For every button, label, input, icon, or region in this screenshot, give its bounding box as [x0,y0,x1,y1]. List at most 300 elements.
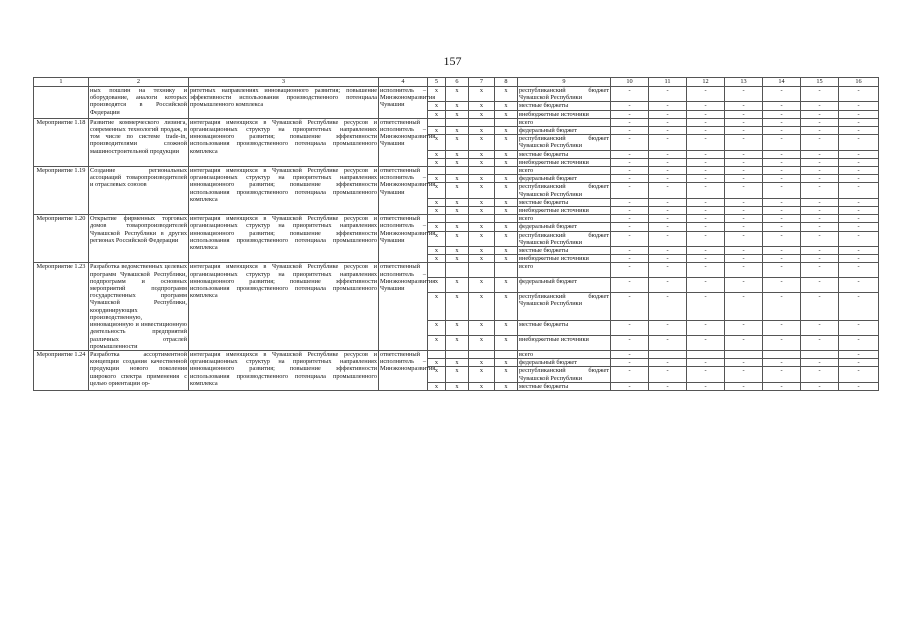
funding-value: - [725,382,763,390]
code-cell [428,215,446,223]
funding-source: местные бюджеты [518,102,611,110]
code-cell: x [428,110,446,118]
code-cell: x [446,293,469,321]
funding-value: - [763,183,801,198]
funding-value: - [649,359,687,367]
code-cell: x [469,102,495,110]
code-cell: x [428,102,446,110]
funding-value [687,350,725,358]
funding-source: внебюджетные источники [518,336,611,351]
funding-source: федеральный бюджет [518,175,611,183]
funding-value: - [611,127,649,135]
measure-description: интеграция имеющихся в Чувашской Республике ресурсов и организационных структур на приоритетных направлениях инновационного развития; повышение эффективности использования производственного потенциала промышленного комплекса [189,350,379,390]
code-cell: x [495,278,518,293]
funding-value: - [611,359,649,367]
funding-value: - [611,135,649,150]
code-cell: x [428,207,446,215]
code-cell: x [495,231,518,246]
code-cell: x [446,321,469,336]
code-cell: x [446,110,469,118]
funding-value: - [801,231,839,246]
code-cell [469,350,495,358]
code-cell: x [446,127,469,135]
funding-value: - [649,175,687,183]
funding-value: - [801,110,839,118]
code-cell: x [446,231,469,246]
code-cell: x [469,255,495,263]
funding-value: - [687,198,725,206]
funding-value: - [763,118,801,126]
code-cell [469,215,495,223]
funding-value: - [839,367,879,382]
measure-id: Мероприятие 1.19 [34,167,89,215]
code-cell: x [495,158,518,166]
code-cell [469,118,495,126]
measure-description: интеграция имеющихся в Чувашской Республике ресурсов и организационных структур на приоритетных направлениях инновационного развития; повышение эффективности использования производственного потенциала промышленного комплекса [189,215,379,263]
funding-value: - [687,158,725,166]
funding-value: - [687,367,725,382]
funding-value: - [801,167,839,175]
code-cell: x [495,359,518,367]
code-cell: x [446,135,469,150]
code-cell: x [446,255,469,263]
code-cell: x [428,336,446,351]
code-cell: x [446,247,469,255]
measure-name: Разработка ведомственных целевых программ Чувашской Республики, подпрограмм и основных мероприятий подпрограмм государственных программ Чувашской Республики, координирующих производственную, инновационную и инвестиционную деятельность предприятий различных отраслей промышленности [90,263,187,350]
funding-value: - [611,255,649,263]
code-cell: x [469,231,495,246]
code-cell [446,167,469,175]
code-cell: x [428,231,446,246]
code-cell: x [446,207,469,215]
code-cell: x [469,175,495,183]
funding-value: - [763,293,801,321]
measure-id: Мероприятие 1.20 [34,215,89,263]
code-cell [469,263,495,278]
funding-source: всего [518,263,611,278]
funding-value: - [687,293,725,321]
funding-value: - [839,359,879,367]
measure-description: ритетных направлениях инновационного развития; повышение эффективности использования производственного потенциала промышленного комплекса [189,87,379,119]
funding-value: - [611,231,649,246]
code-cell: x [428,127,446,135]
funding-value: - [839,150,879,158]
funding-value: - [649,127,687,135]
funding-value [763,350,801,358]
funding-value: - [649,110,687,118]
code-cell: x [469,110,495,118]
funding-value: - [687,102,725,110]
code-cell: x [446,198,469,206]
column-header-7: 7 [469,78,495,87]
measure-id: Мероприятие 1.23 [34,263,89,350]
code-cell: x [428,87,446,102]
code-cell: x [469,367,495,382]
code-cell: x [495,150,518,158]
funding-source: внебюджетные источники [518,255,611,263]
funding-value: - [801,336,839,351]
funding-value: - [839,278,879,293]
funding-source: всего [518,118,611,126]
funding-value: - [725,110,763,118]
column-header-5: 5 [428,78,446,87]
funding-value: - [687,110,725,118]
code-cell: x [495,207,518,215]
funding-value: - [725,207,763,215]
funding-value: - [839,175,879,183]
funding-value: - [839,293,879,321]
funding-value: - [801,293,839,321]
code-cell [446,215,469,223]
funding-value: - [763,167,801,175]
code-cell: x [428,150,446,158]
funding-value: - [839,263,879,278]
code-cell: x [469,223,495,231]
funding-value: - [725,158,763,166]
code-cell: x [469,247,495,255]
funding-value: - [725,367,763,382]
funding-value: - [763,102,801,110]
funding-value: - [801,321,839,336]
funding-value: - [801,223,839,231]
funding-source: всего [518,350,611,358]
funding-value: - [763,263,801,278]
funding-value: - [801,118,839,126]
measure-description: интеграция имеющихся в Чувашской Республике ресурсов и организационных структур на приоритетных направлениях инновационного развития; повышение эффективности использования производственного потенциала промышленного комплекса [189,118,379,166]
funding-source: местные бюджеты [518,247,611,255]
code-cell: x [495,223,518,231]
funding-value: - [649,118,687,126]
funding-value: - [763,336,801,351]
funding-value: - [801,102,839,110]
funding-value: - [801,255,839,263]
funding-source: федеральный бюджет [518,278,611,293]
funding-value: - [763,158,801,166]
code-cell: x [495,183,518,198]
funding-value: - [649,231,687,246]
funding-value: - [687,231,725,246]
column-header-1: 1 [34,78,89,87]
funding-value: - [801,215,839,223]
funding-value: - [763,359,801,367]
funding-value: - [839,102,879,110]
column-header-16: 16 [839,78,879,87]
funding-value: - [687,183,725,198]
funding-value: - [839,382,879,390]
code-cell: x [469,158,495,166]
column-header-10: 10 [611,78,649,87]
funding-value: - [801,127,839,135]
funding-source: местные бюджеты [518,321,611,336]
code-cell: x [428,175,446,183]
funding-value: - [687,336,725,351]
funding-value: - [801,135,839,150]
measure-id [34,87,89,119]
funding-source: всего [518,215,611,223]
measure-name: Создание региональных ассоциаций товаропроизводителей и отраслевых союзов [89,167,189,215]
funding-value: - [611,263,649,278]
funding-value: - [801,359,839,367]
code-cell: x [495,255,518,263]
funding-value: - [649,183,687,198]
funding-source: внебюджетные источники [518,207,611,215]
funding-value: - [839,350,879,358]
funding-value: - [611,175,649,183]
funding-value: - [839,198,879,206]
code-cell: x [446,102,469,110]
funding-value: - [649,382,687,390]
funding-value: - [725,198,763,206]
responsible-executor: ответственный исполнитель – Минэкономразвития Чувашии [379,118,428,166]
funding-value: - [687,223,725,231]
measure-description: интеграция имеющихся в Чувашской Республике ресурсов и организационных структур на приоритетных направлениях инновационного развития; повышение эффективности использования производственного потенциала промышленного комплекса [189,167,379,215]
funding-value: - [763,215,801,223]
funding-value: - [839,321,879,336]
funding-source: республиканский бюджет Чувашской Республики [519,135,609,150]
code-cell: x [469,87,495,102]
funding-value: - [839,110,879,118]
code-cell [446,263,469,278]
funding-value: - [763,382,801,390]
code-cell: x [495,367,518,382]
funding-value: - [763,367,801,382]
code-cell: x [469,382,495,390]
funding-value: - [725,135,763,150]
funding-value: - [801,158,839,166]
code-cell [428,118,446,126]
code-cell: x [446,382,469,390]
funding-value: - [839,183,879,198]
code-cell [495,215,518,223]
funding-value: - [725,183,763,198]
responsible-executor: ответственный исполнитель – Минэкономразвития Чувашии [379,263,428,350]
funding-value: - [725,247,763,255]
funding-value: - [611,183,649,198]
funding-value: - [839,87,879,102]
funding-value: - [725,359,763,367]
code-cell: x [428,255,446,263]
funding-value: - [725,215,763,223]
code-cell: x [428,247,446,255]
funding-value: - [611,158,649,166]
funding-value: - [611,223,649,231]
funding-value: - [801,183,839,198]
code-cell: x [495,382,518,390]
funding-value: - [763,135,801,150]
code-cell: x [495,321,518,336]
code-cell: x [469,127,495,135]
funding-source: местные бюджеты [518,382,611,390]
funding-source: федеральный бюджет [518,127,611,135]
funding-value: - [611,102,649,110]
measure-name: Разработка ассортиментной концепции создания качественной продукции нового поколения широкого спектра применения с целью ориентации ор- [89,350,189,390]
funding-value: - [725,336,763,351]
funding-value: - [763,321,801,336]
code-cell: x [428,382,446,390]
funding-value: - [611,382,649,390]
code-cell [446,350,469,358]
code-cell [428,167,446,175]
funding-value: - [649,135,687,150]
funding-value: - [649,263,687,278]
funding-value: - [839,127,879,135]
measure-name: ных пошлин на технику и оборудование, аналоги которых производятся в Российской Федерации [89,87,189,119]
code-cell: x [428,278,446,293]
funding-value: - [801,278,839,293]
funding-value: - [649,87,687,102]
measure-id: Мероприятие 1.18 [34,118,89,166]
code-cell: x [428,293,446,321]
funding-value [725,350,763,358]
funding-value: - [611,118,649,126]
funding-value: - [801,150,839,158]
funding-value: - [611,321,649,336]
funding-value: - [687,382,725,390]
funding-value: - [801,175,839,183]
funding-source: местные бюджеты [518,198,611,206]
responsible-executor: исполнитель – Минэкономразвития Чувашии [379,87,428,119]
funding-value: - [687,118,725,126]
funding-value: - [801,198,839,206]
code-cell: x [446,87,469,102]
column-header-3: 3 [189,78,379,87]
funding-value: - [687,359,725,367]
responsible-executor: ответственный исполнитель – Минэкономразвития Чувашии [379,167,428,215]
funding-value: - [801,87,839,102]
code-cell: x [495,175,518,183]
funding-value: - [649,321,687,336]
code-cell: x [495,102,518,110]
responsible-executor: ответственный исполнитель – Минэкономразвития Чувашии [379,215,428,263]
funding-value [801,350,839,358]
funding-value: - [763,110,801,118]
table-row [34,215,879,223]
code-cell [495,118,518,126]
table-row [34,87,879,102]
page-number: 157 [443,54,462,68]
column-header-8: 8 [495,78,518,87]
funding-value: - [611,87,649,102]
funding-value: - [839,158,879,166]
code-cell [469,167,495,175]
table-row [34,263,879,278]
code-cell: x [495,293,518,321]
funding-value: - [725,231,763,246]
column-header-9: 9 [518,78,611,87]
funding-value: - [725,255,763,263]
funding-value: - [763,127,801,135]
code-cell: x [428,183,446,198]
funding-value: - [763,207,801,215]
column-header-14: 14 [763,78,801,87]
funding-value: - [725,127,763,135]
funding-value: - [649,215,687,223]
funding-value: - [687,175,725,183]
measure-name: Открытие фирменных торговых домов товаропроизводителей Чувашской Республики в других регионах Российской Федерации [89,215,189,263]
measure-description: интеграция имеющихся в Чувашской Республике ресурсов и организационных структур на приоритетных направлениях инновационного развития; повышение эффективности использования производственного потенциала промышленного комплекса [189,263,379,350]
code-cell [428,263,446,278]
funding-value: - [725,102,763,110]
funding-value: - [839,255,879,263]
responsible-executor: ответственный исполнитель – Минэкономразвития [379,350,428,390]
code-cell: x [446,359,469,367]
funding-source: республиканский бюджет Чувашской Республики [519,231,609,246]
funding-value: - [839,215,879,223]
code-cell: x [495,127,518,135]
funding-value: - [725,87,763,102]
funding-source: федеральный бюджет [518,223,611,231]
funding-source: всего [518,167,611,175]
code-cell: x [495,198,518,206]
code-cell: x [469,278,495,293]
column-header-4: 4 [379,78,428,87]
funding-value: - [649,293,687,321]
column-header-12: 12 [687,78,725,87]
code-cell: x [495,110,518,118]
funding-value: - [839,223,879,231]
code-cell [428,350,446,358]
funding-value: - [611,350,649,358]
code-cell: x [428,223,446,231]
funding-value: - [649,102,687,110]
funding-value: - [687,127,725,135]
code-cell [495,167,518,175]
code-cell: x [428,158,446,166]
funding-value: - [801,207,839,215]
funding-value: - [839,118,879,126]
funding-value: - [611,293,649,321]
code-cell [495,263,518,278]
funding-value: - [649,336,687,351]
code-cell: x [495,336,518,351]
funding-value: - [687,215,725,223]
funding-value: - [611,150,649,158]
measure-name: Развитие коммерческого лизинга, современных технологий продаж, в том числе по системе trade-in, производителями сложной машиностроительной продукции [89,118,189,166]
code-cell [495,350,518,358]
funding-value: - [839,167,879,175]
table-row [34,167,879,175]
code-cell: x [469,336,495,351]
funding-value: - [725,167,763,175]
code-cell: x [469,321,495,336]
code-cell: x [446,175,469,183]
code-cell: x [446,183,469,198]
funding-value: - [725,150,763,158]
funding-value: - [839,231,879,246]
funding-source: республиканский бюджет Чувашской Республики [519,367,609,382]
code-cell: x [428,359,446,367]
funding-value: - [649,278,687,293]
funding-value: - [763,150,801,158]
funding-value: - [801,247,839,255]
funding-value: - [763,247,801,255]
funding-value: - [839,247,879,255]
code-cell: x [469,359,495,367]
funding-source: республиканский бюджет Чувашской Республики [518,293,611,321]
funding-value: - [687,150,725,158]
funding-value: - [611,215,649,223]
funding-value: - [725,263,763,278]
column-header-15: 15 [801,78,839,87]
column-header-11: 11 [649,78,687,87]
code-cell: x [446,150,469,158]
funding-value: - [649,367,687,382]
funding-value: - [725,175,763,183]
code-cell: x [446,336,469,351]
funding-value: - [763,231,801,246]
funding-value: - [649,207,687,215]
code-cell: x [446,158,469,166]
